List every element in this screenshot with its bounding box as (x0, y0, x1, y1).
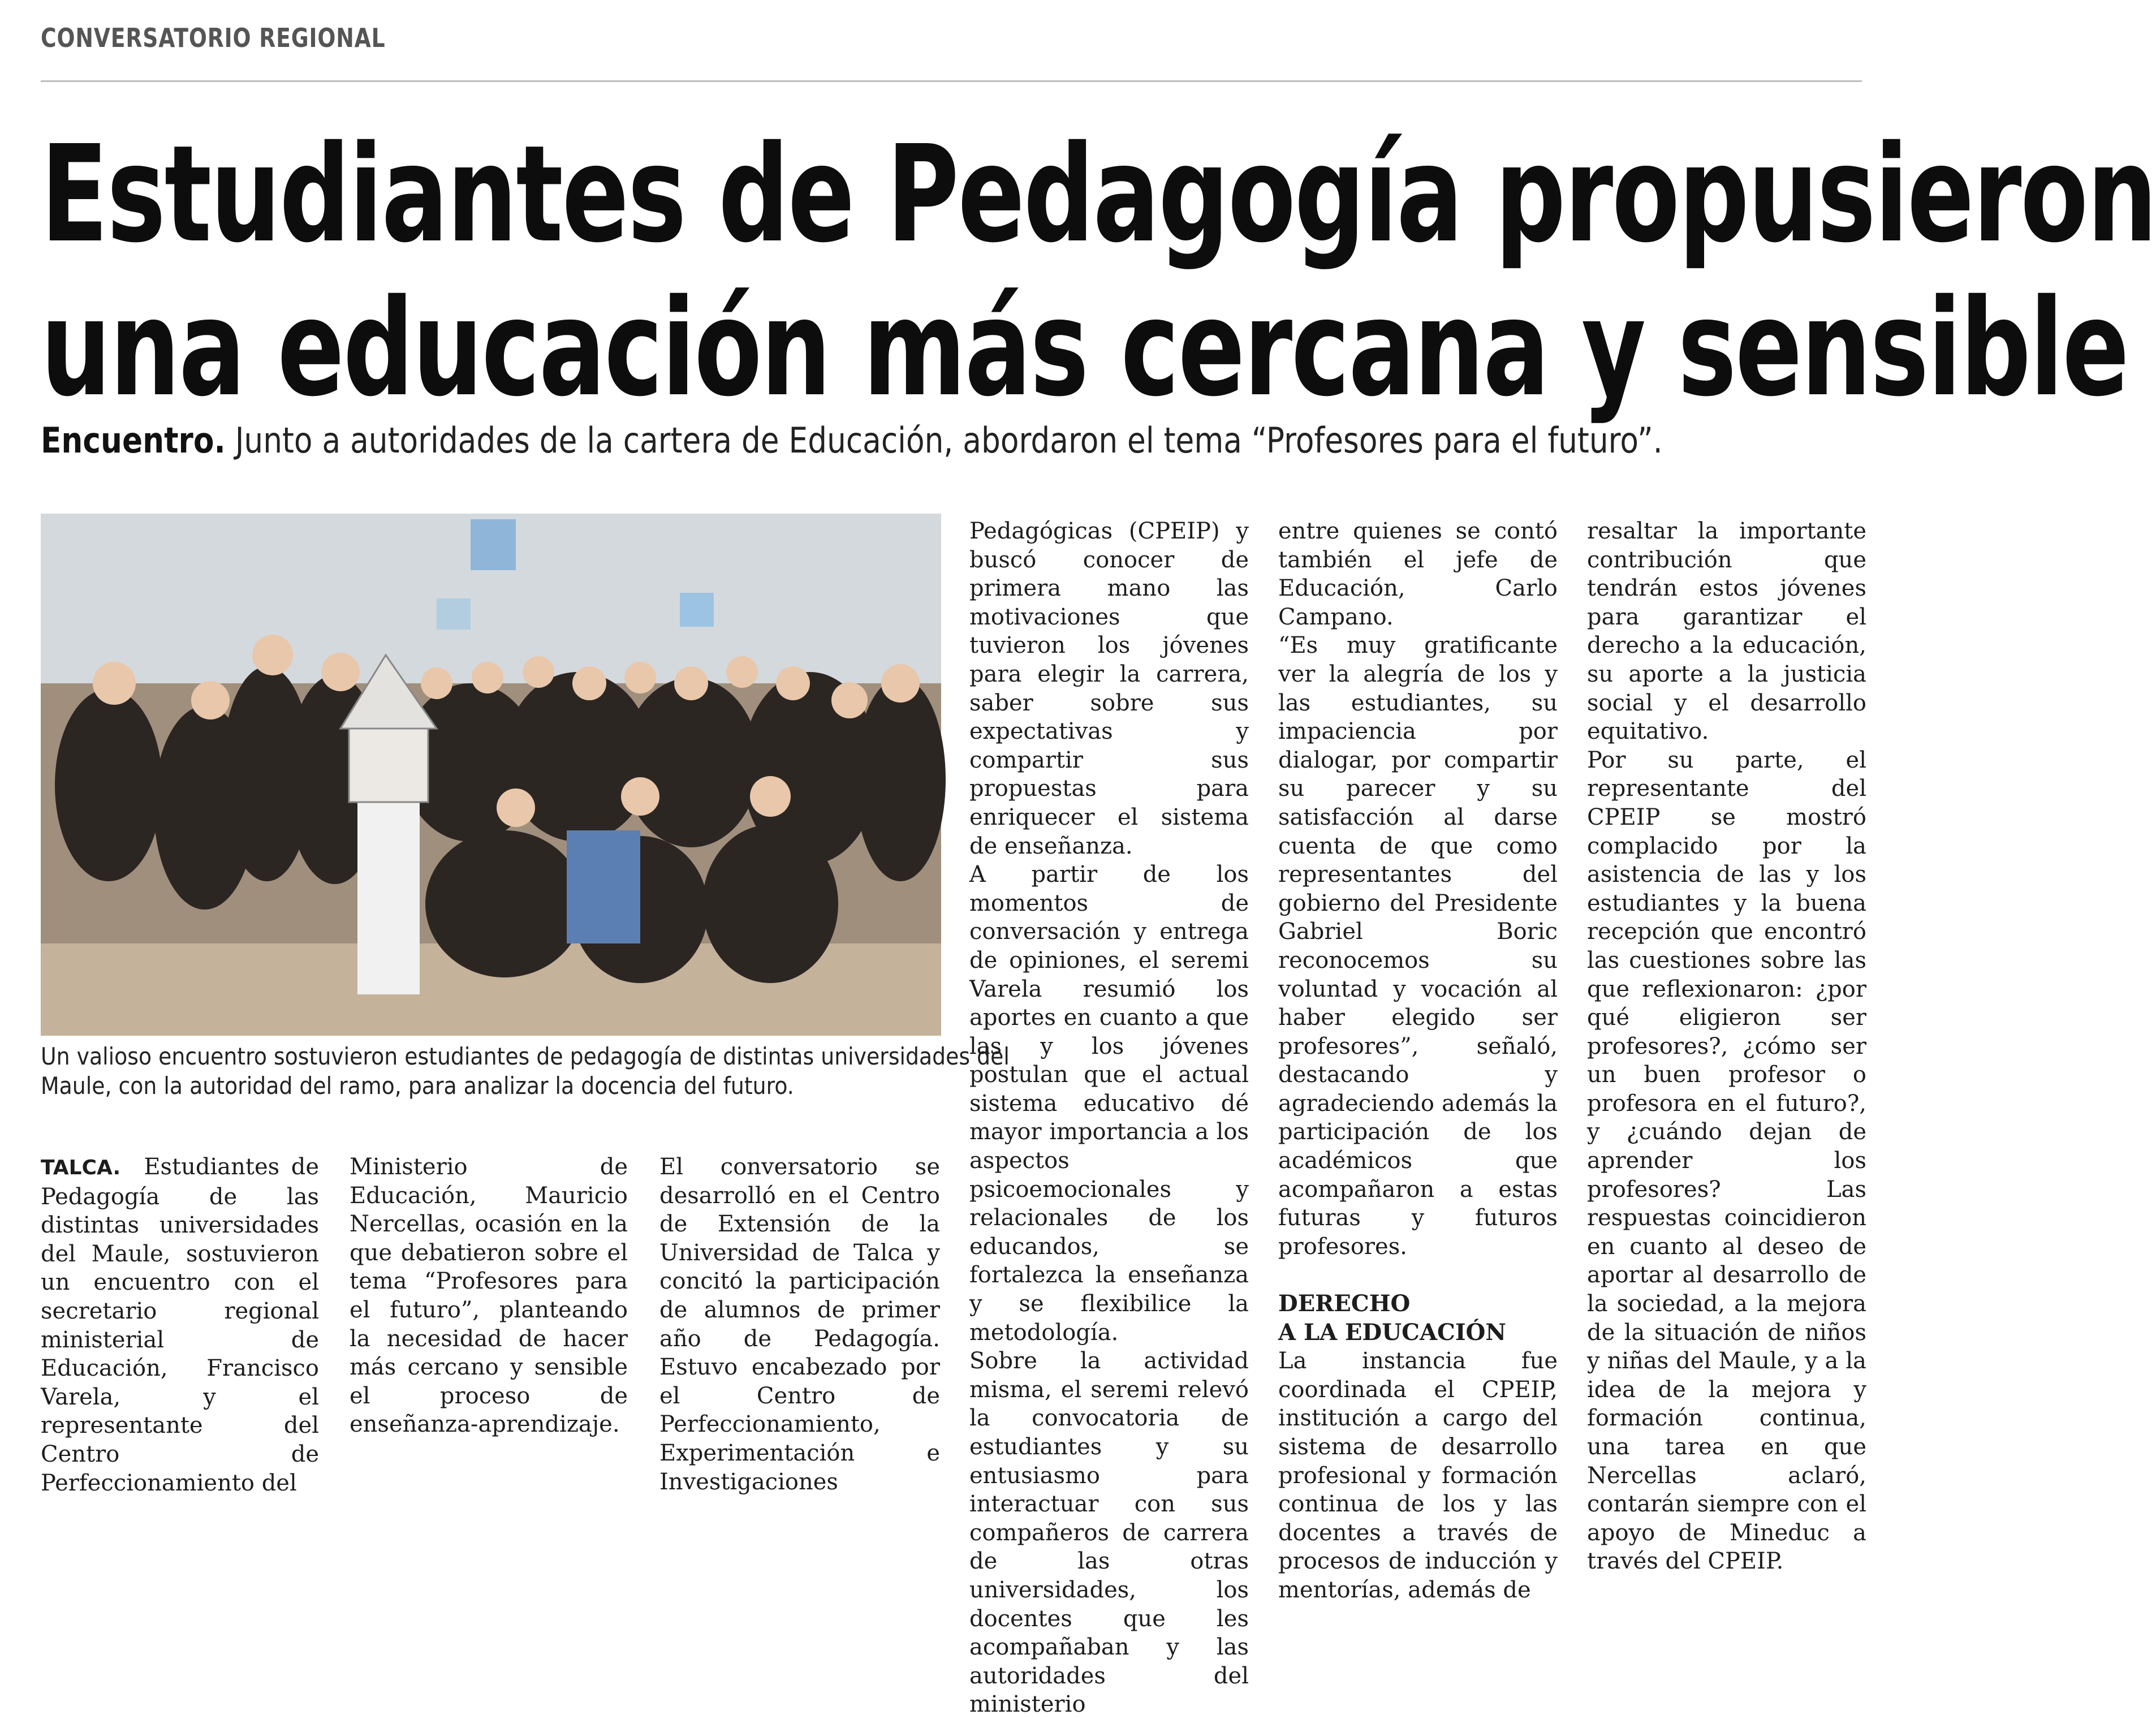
column-4-paragraph-3: Sobre la actividad misma, el seremi relevó la convocatoria de estudiantes y su entusiasmo para interactuar con sus compañeros de carrera de las otras universidades, los docentes que les acompañaban y las autoridades del ministerio (969, 1348, 1249, 1718)
article-column-5 (1278, 517, 1558, 1603)
column-5-paragraph-1: entre quienes se contó también el jefe de Educación, Carlo Campano. (1278, 518, 1558, 630)
article-column-4 (969, 517, 1249, 1718)
subheading (1278, 1290, 1558, 1347)
subheading-line-2: A LA EDUCACIÓN (1278, 1319, 1506, 1346)
top-rule (41, 80, 1862, 82)
column-1-text: Estudiantes de Pedagogía de las distintas universidades del Maule, sostuvieron un encuentro con el secretario regional ministerial de Educación, Francisco Varela, y el representante del Centro de Perfeccionamiento del (41, 1154, 319, 1496)
deck-text: Junto a autoridades de la cartera de Educación, abordaron el tema “Profesores para el futuro”. (225, 420, 1663, 461)
article-column-6 (1587, 517, 1866, 1575)
dateline: TALCA. (41, 1156, 121, 1179)
column-4-paragraph-1: Pedagógicas (CPEIP) y buscó conocer de primera mano las motivaciones que tuvieron los jóvenes para elegir la carrera, saber sobre sus expectativas y compartir sus propuestas para enriquecer el sistema de enseñanza. (969, 518, 1249, 859)
headline (41, 117, 2156, 426)
article-column-2 (350, 1153, 628, 1438)
column-2-text: Ministerio de Educación, Mauricio Nercellas, ocasión en la que debatieron sobre el tema “Profesores para el futuro”, planteando la necesidad de hacer más cercano y sensible el proceso de enseñanza-aprendizaje. (350, 1154, 628, 1438)
column-4-paragraph-2: A partir de los momentos de conversación y entrega de opiniones, el seremi Varela resumió los aportes en cuanto a que las y los jóvenes postulan que el actual sistema educativo dé mayor importancia a los aspectos psicoemocionales y relacionales de los educandos, se fortalezca la enseñanza y se flexibilice la metodología. (969, 861, 1249, 1346)
photo-caption (41, 1042, 1010, 1101)
group-photo (41, 514, 941, 1036)
subheading-line-1: DERECHO (1278, 1290, 1411, 1317)
deck-lead: Encuentro. (41, 420, 226, 461)
column-6-paragraph-2: Por su parte, el representante del CPEIP se mostró complacido por la asistencia de las y los estudiantes y la buena recepción que encontró las cuestiones sobre las que reflexionaron: ¿por qué eligieron ser profesores?, ¿cómo ser un buen profesor o profesora en el futuro?, y ¿cuándo dejan de aprender los profesores? Las respuestas coincidieron en cuanto al deseo de aportar al desarrollo de la sociedad, a la mejora de la situación de niños y niñas del Maule, y a la idea de la mejora y formación continua, una tarea en que Nercellas aclaró, contarán siempre con el apoyo de Mineduc a través del CPEIP. (1587, 747, 1866, 1575)
column-6-paragraph-1: resaltar la importante contribución que tendrán estos jóvenes para garantizar el derecho a la educación, su aporte a la justicia social y el desarrollo equitativo. (1587, 518, 1866, 745)
deck (41, 420, 1663, 461)
section-tag: CONVERSATORIO REGIONAL (41, 23, 386, 53)
group-photo-illustration (41, 514, 941, 1036)
headline-line-1: Estudiantes de Pedagogía propusieron (41, 117, 2156, 272)
article-column-1 (41, 1153, 319, 1496)
column-3-text: El conversatorio se desarrolló en el Centro de Extensión de la Universidad de Talca y concitó la participación de alumnos de primer año de Pedagogía. Estuvo encabezado por el Centro de Perfeccionamiento, Experimentación e Investigaciones (659, 1154, 940, 1495)
caption-line-1: Un valioso encuentro sostuvieron estudiantes de pedagogía de distintas universidades del (41, 1042, 1010, 1070)
column-5-paragraph-3: La instancia fue coordinada el CPEIP, institución a cargo del sistema de desarrollo profesional y formación continua de los y las docentes a través de procesos de inducción y mentorías, además de (1278, 1348, 1558, 1603)
caption-line-2: Maule, con la autoridad del ramo, para analizar la docencia del futuro. (41, 1072, 794, 1100)
column-5-paragraph-2: “Es muy gratificante ver la alegría de los y las estudiantes, su impaciencia por dialogar, por compartir su parecer y su satisfacción al darse cuenta de que como representantes del gobierno del Presidente Gabriel Boric reconocemos su voluntad y vocación al haber elegido ser profesores”, señaló, destacando y agradeciendo además la participación de los académicos que acompañaron a estas futuras y futuros profesores. (1278, 632, 1558, 1260)
article-column-3 (659, 1153, 940, 1495)
headline-line-2: una educación más cercana y sensible (41, 270, 2128, 426)
